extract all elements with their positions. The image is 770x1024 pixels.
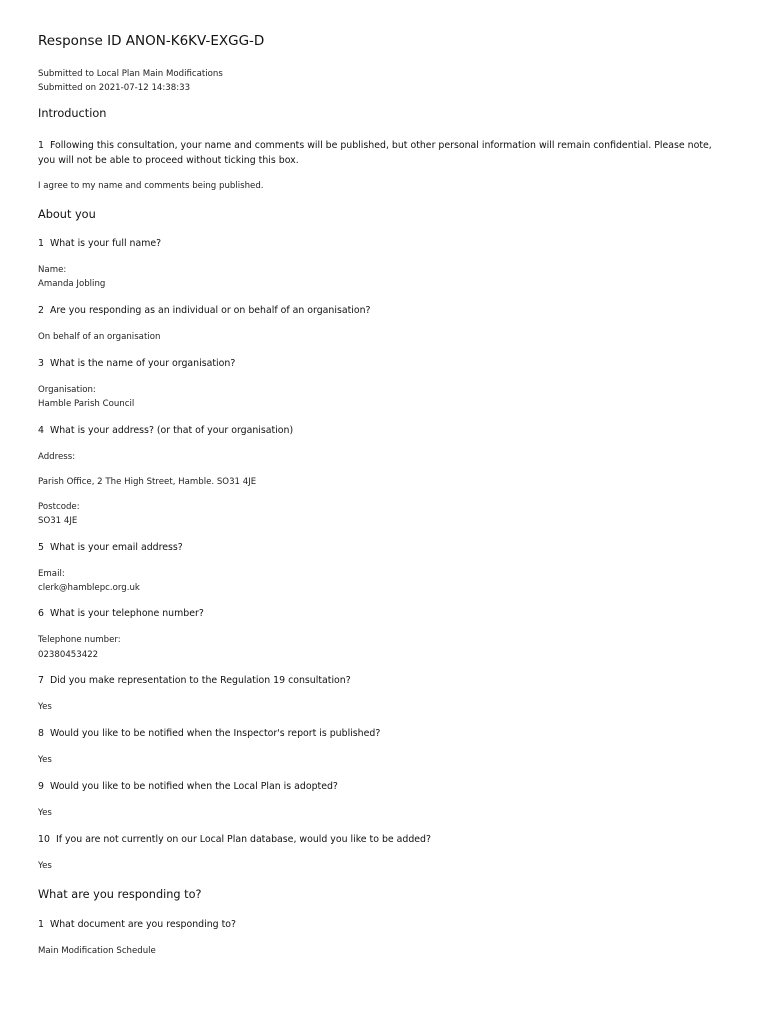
intro-question-1: [38, 138, 728, 168]
question-number: 4: [38, 425, 44, 436]
postcode-label: Postcode:: [38, 502, 80, 512]
about-question-3: [38, 358, 235, 369]
about-question-4: [38, 425, 293, 436]
about-question-9: [38, 781, 338, 792]
section-responding-to-heading: What are you responding to?: [38, 888, 202, 901]
question-text: What is your email address?: [49, 542, 183, 553]
question-text: Did you make representation to the Regulation 19 consultation?: [49, 675, 351, 686]
address-label: Address:: [38, 452, 76, 462]
responding-question-1: [38, 919, 236, 930]
question-text: Would you like to be notified when the Local Plan is adopted?: [49, 781, 338, 792]
intro-answer-1: I agree to my name and comments being published.: [38, 181, 264, 191]
about-question-2: [38, 305, 371, 316]
inspector-report-answer: Yes: [38, 755, 52, 765]
regulation-19-answer: Yes: [38, 702, 52, 712]
about-question-10: [38, 834, 431, 845]
document-answer: Main Modification Schedule: [38, 946, 156, 956]
question-text: Following this consultation, your name and comments will be published, but other personal information will remain confidential. Please note, you will not be able to proceed without ticking this box.: [38, 140, 712, 166]
question-text: Would you like to be notified when the Inspector's report is published?: [49, 728, 381, 739]
question-number: 5: [38, 542, 44, 553]
question-text: What is your telephone number?: [49, 608, 204, 619]
question-text: What is your full name?: [49, 238, 162, 249]
question-number: 1: [38, 919, 44, 930]
submitted-to: Submitted to Local Plan Main Modifications: [38, 69, 223, 79]
question-number: 10: [38, 834, 50, 845]
section-about-you-heading: About you: [38, 208, 96, 221]
email-label: Email:: [38, 569, 65, 579]
question-number: 8: [38, 728, 44, 739]
question-text: Are you responding as an individual or on behalf of an organisation?: [49, 305, 371, 316]
about-question-1: [38, 238, 161, 249]
question-number: 7: [38, 675, 44, 686]
about-question-7: [38, 675, 351, 686]
plan-adopted-answer: Yes: [38, 808, 52, 818]
organisation-value: Hamble Parish Council: [38, 399, 135, 409]
response-title: Response ID ANON-K6KV-EXGG-D: [38, 33, 265, 49]
question-number: 6: [38, 608, 44, 619]
about-question-8: [38, 728, 380, 739]
database-answer: Yes: [38, 861, 52, 871]
submitted-on: Submitted on 2021-07-12 14:38:33: [38, 83, 191, 93]
telephone-value: 02380453422: [38, 650, 99, 660]
email-value: clerk@hamblepc.org.uk: [38, 583, 140, 593]
question-number: 3: [38, 358, 44, 369]
name-label: Name:: [38, 265, 67, 275]
respondent-type-answer: On behalf of an organisation: [38, 332, 161, 342]
name-value: Amanda Jobling: [38, 279, 106, 289]
question-text: What is your address? (or that of your organisation): [49, 425, 294, 436]
postcode-value: SO31 4JE: [38, 516, 78, 526]
question-number: 1: [38, 238, 44, 249]
address-value: Parish Office, 2 The High Street, Hamble. SO31 4JE: [38, 477, 257, 487]
question-number: 1: [38, 140, 44, 151]
about-question-6: [38, 608, 204, 619]
question-text: If you are not currently on our Local Plan database, would you like to be added?: [55, 834, 431, 845]
organisation-label: Organisation:: [38, 385, 96, 395]
section-introduction-heading: Introduction: [38, 107, 107, 120]
about-question-5: [38, 542, 183, 553]
question-text: What is the name of your organisation?: [49, 358, 236, 369]
telephone-label: Telephone number:: [38, 635, 121, 645]
question-number: 2: [38, 305, 44, 316]
question-number: 9: [38, 781, 44, 792]
question-text: What document are you responding to?: [49, 919, 236, 930]
